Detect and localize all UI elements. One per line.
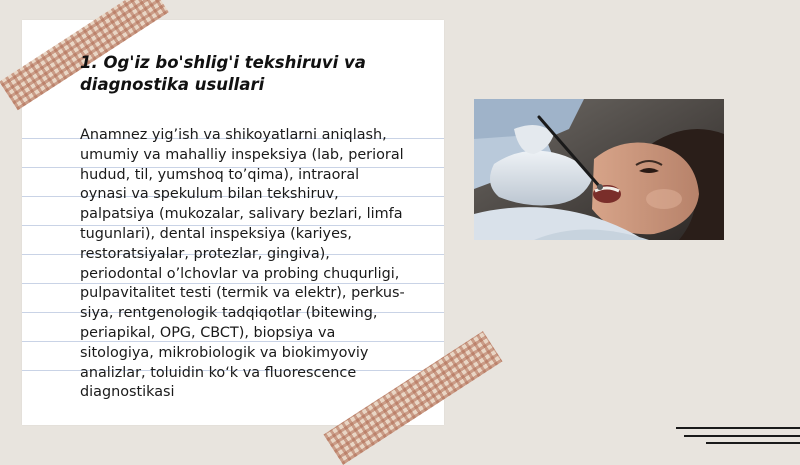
slide-title-line: diagnostika usullari <box>80 75 265 94</box>
body-line: periodontal o’lchovlar va probing chuqurligi, <box>80 265 400 282</box>
body-line: siya, rentgenologik tadqiqotlar (bitewing, <box>80 305 378 322</box>
body-line: periapikal, OPG, CBCT), biopsiya va <box>80 324 336 341</box>
slide-body-text <box>80 126 425 403</box>
body-line: analizlar, toluidin ko‘k va fluorescence <box>80 364 357 381</box>
body-line: umumiy va mahalliy inspeksiya (lab, perioral <box>80 146 404 163</box>
slide-title-line: 1. Og'iz bo'shlig'i tekshiruvi va <box>80 53 366 72</box>
body-line: oynasi va spekulum bilan tekshiruv, <box>80 186 339 203</box>
body-line: diagnostikasi <box>80 384 175 401</box>
dental-exam-photo <box>474 99 724 240</box>
body-line: pulpavitalitet testi (termik va elektr), perkus- <box>80 285 405 302</box>
body-line: Anamnez yig’ish va shikoyatlarni aniqlash, <box>80 127 387 143</box>
body-line: sitologiya, mikrobiologik va biokimyoviy <box>80 344 369 361</box>
body-line: palpatsiya (mukozalar, salivary bezlari, limfa <box>80 206 403 223</box>
body-line: restoratsiyalar, protezlar, gingiva), <box>80 245 330 262</box>
decorative-lines <box>676 425 800 445</box>
body-line: hudud, til, yumshoq to’qima), intraoral <box>80 166 360 183</box>
slide-title <box>80 52 420 96</box>
body-line: tugunlari), dental inspeksiya (kariyes, <box>80 225 352 242</box>
